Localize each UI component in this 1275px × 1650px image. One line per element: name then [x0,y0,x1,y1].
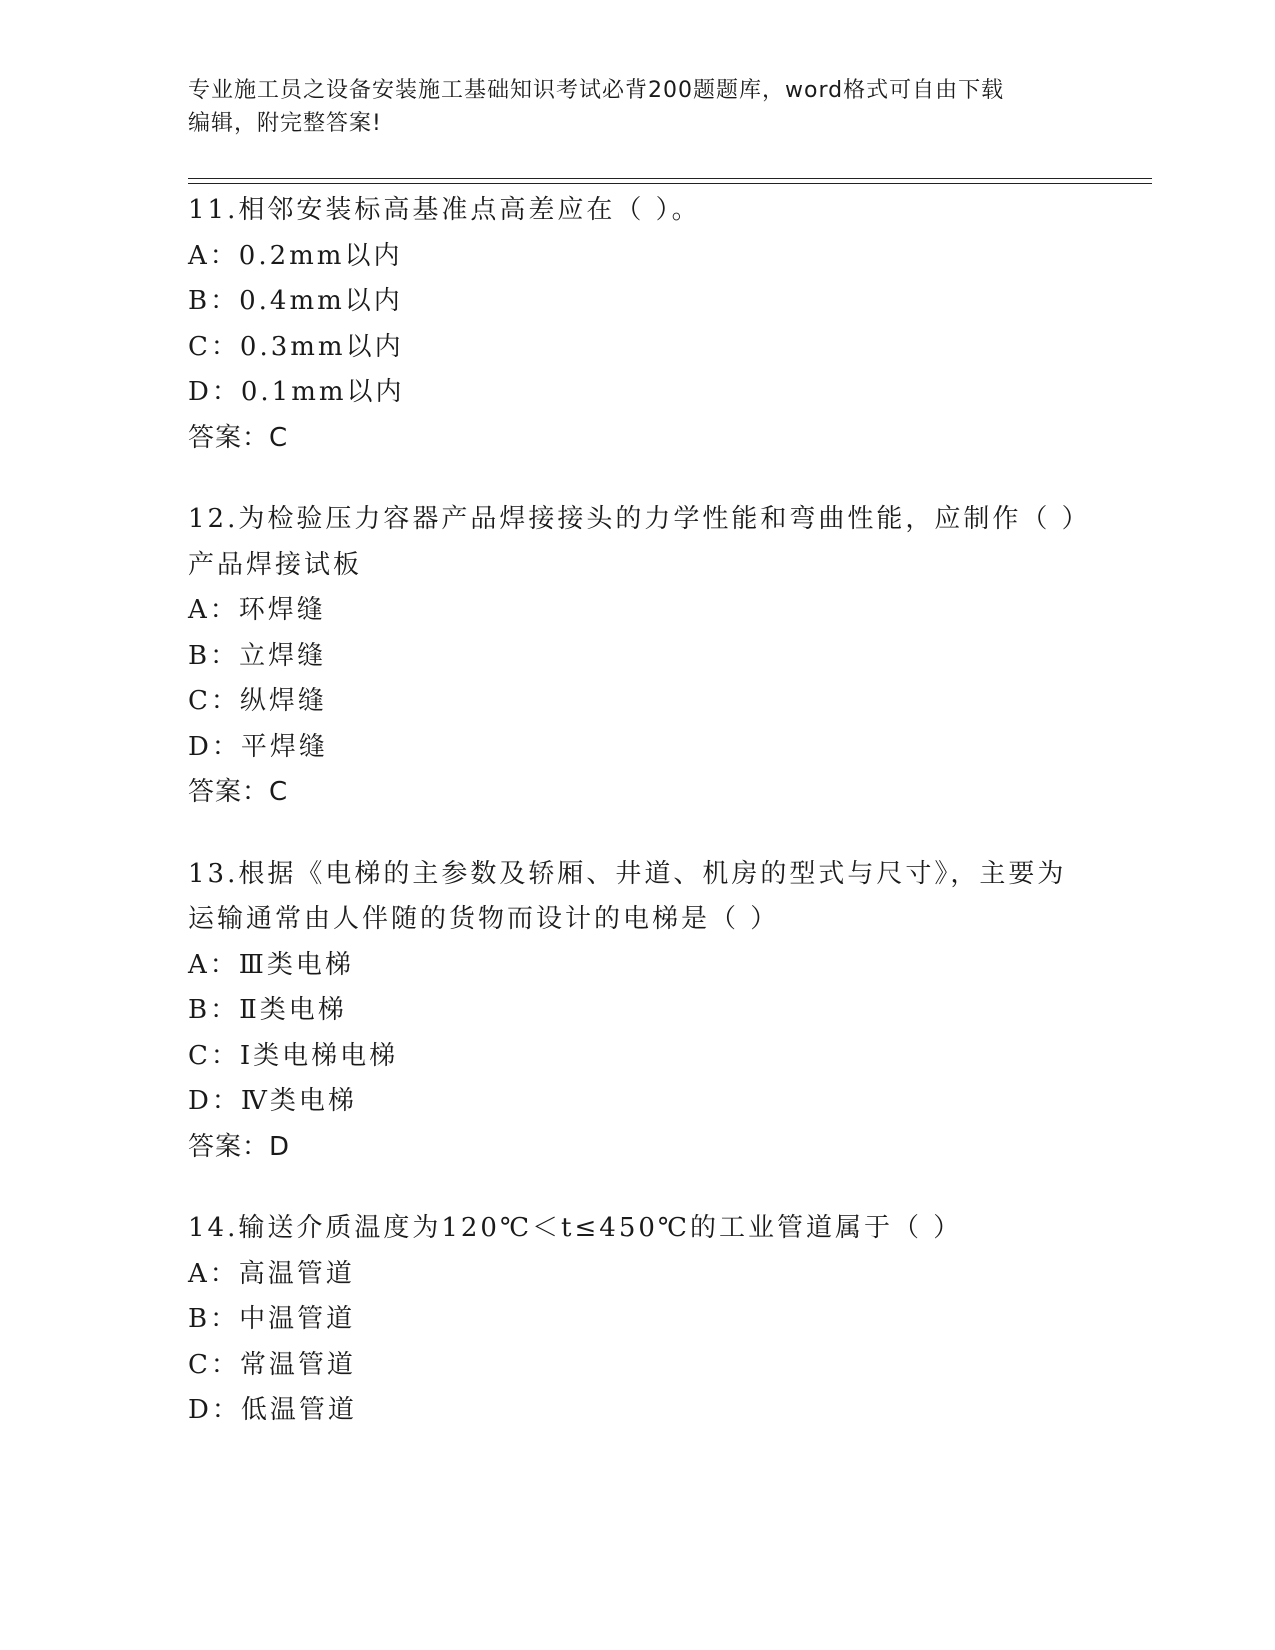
option-d [188,1388,1088,1434]
option-a [188,234,1088,280]
option-text: 0.4mm以内 [239,286,403,316]
question-stem: 14.输送介质温度为120℃＜t≤450℃的工业管道属于（ ） [188,1213,963,1243]
option-letter: A： [188,240,239,271]
header-divider-top [188,178,1152,179]
option-text: 环焊缝 [238,595,326,625]
option-c [188,679,1088,725]
option-text: 0.1mm以内 [240,377,405,407]
question-14 [188,1206,1088,1434]
question-list [188,188,1088,1470]
option-letter: C： [188,331,240,362]
option-text: Ⅱ类电梯 [239,995,347,1025]
option-list [188,588,1088,770]
option-text: 常温管道 [239,1349,356,1380]
option-letter: A： [188,595,239,625]
option-d [188,725,1088,771]
option-text: 中温管道 [239,1304,356,1334]
option-b [188,634,1088,680]
option-text: 0.2mm以内 [238,240,403,271]
option-text: 纵焊缝 [239,686,327,716]
option-letter: B： [188,286,240,316]
header-line-1: 专业施工员之设备安装施工基础知识考试必背200题题库，word格式可自由下载 [188,78,1005,103]
option-letter: B： [188,995,240,1025]
option-a [188,1252,1088,1298]
document-header [188,74,1088,140]
question-stem: 12.为检验压力容器产品焊接接头的力学性能和弯曲性能，应制作（ ）产品焊接试板 [188,504,1078,580]
option-letter: C： [188,686,240,716]
option-letter: D： [188,731,241,762]
answer-line: 答案：C [188,422,289,453]
option-letter: C： [188,1349,240,1380]
option-a [188,588,1088,634]
option-d [188,370,1088,416]
option-list [188,943,1088,1125]
option-text: Ⅰ类电梯电梯 [239,1040,399,1071]
option-text: 立焊缝 [239,640,327,671]
option-c [188,325,1088,371]
option-b [188,988,1088,1034]
option-text: 高温管道 [238,1258,355,1289]
question-12 [188,497,1088,816]
option-text: Ⅲ类电梯 [238,949,354,980]
option-d [188,1079,1088,1125]
option-letter: B： [188,1304,240,1334]
option-text: 平焊缝 [240,731,328,762]
option-text: 低温管道 [240,1395,357,1425]
question-stem: 13.根据《电梯的主参数及轿厢、井道、机房的型式与尺寸》，主要为运输通常由人伴随的货物而设计的电梯是（ ） [188,858,1067,934]
answer-line: 答案：C [188,777,289,807]
option-letter: A： [188,949,239,980]
question-stem: 11.相邻安装标高基准点高差应在（ ）。 [188,195,701,225]
answer-line: 答案：D [188,1131,291,1162]
header-line-2: 编辑，附完整答案! [188,111,382,136]
option-b [188,279,1088,325]
option-letter: B： [188,640,240,671]
option-list [188,1252,1088,1434]
option-c [188,1343,1088,1389]
question-13 [188,852,1088,1171]
header-divider-bottom [188,183,1152,184]
option-letter: C： [188,1040,240,1071]
option-letter: D： [188,1395,241,1425]
option-list [188,234,1088,416]
option-text: 0.3mm以内 [239,331,404,362]
option-b [188,1297,1088,1343]
option-a [188,943,1088,989]
option-letter: A： [188,1258,239,1289]
option-text: Ⅳ类电梯 [240,1086,357,1116]
option-c [188,1034,1088,1080]
option-letter: D： [188,377,241,407]
question-11 [188,188,1088,461]
option-letter: D： [188,1086,241,1116]
